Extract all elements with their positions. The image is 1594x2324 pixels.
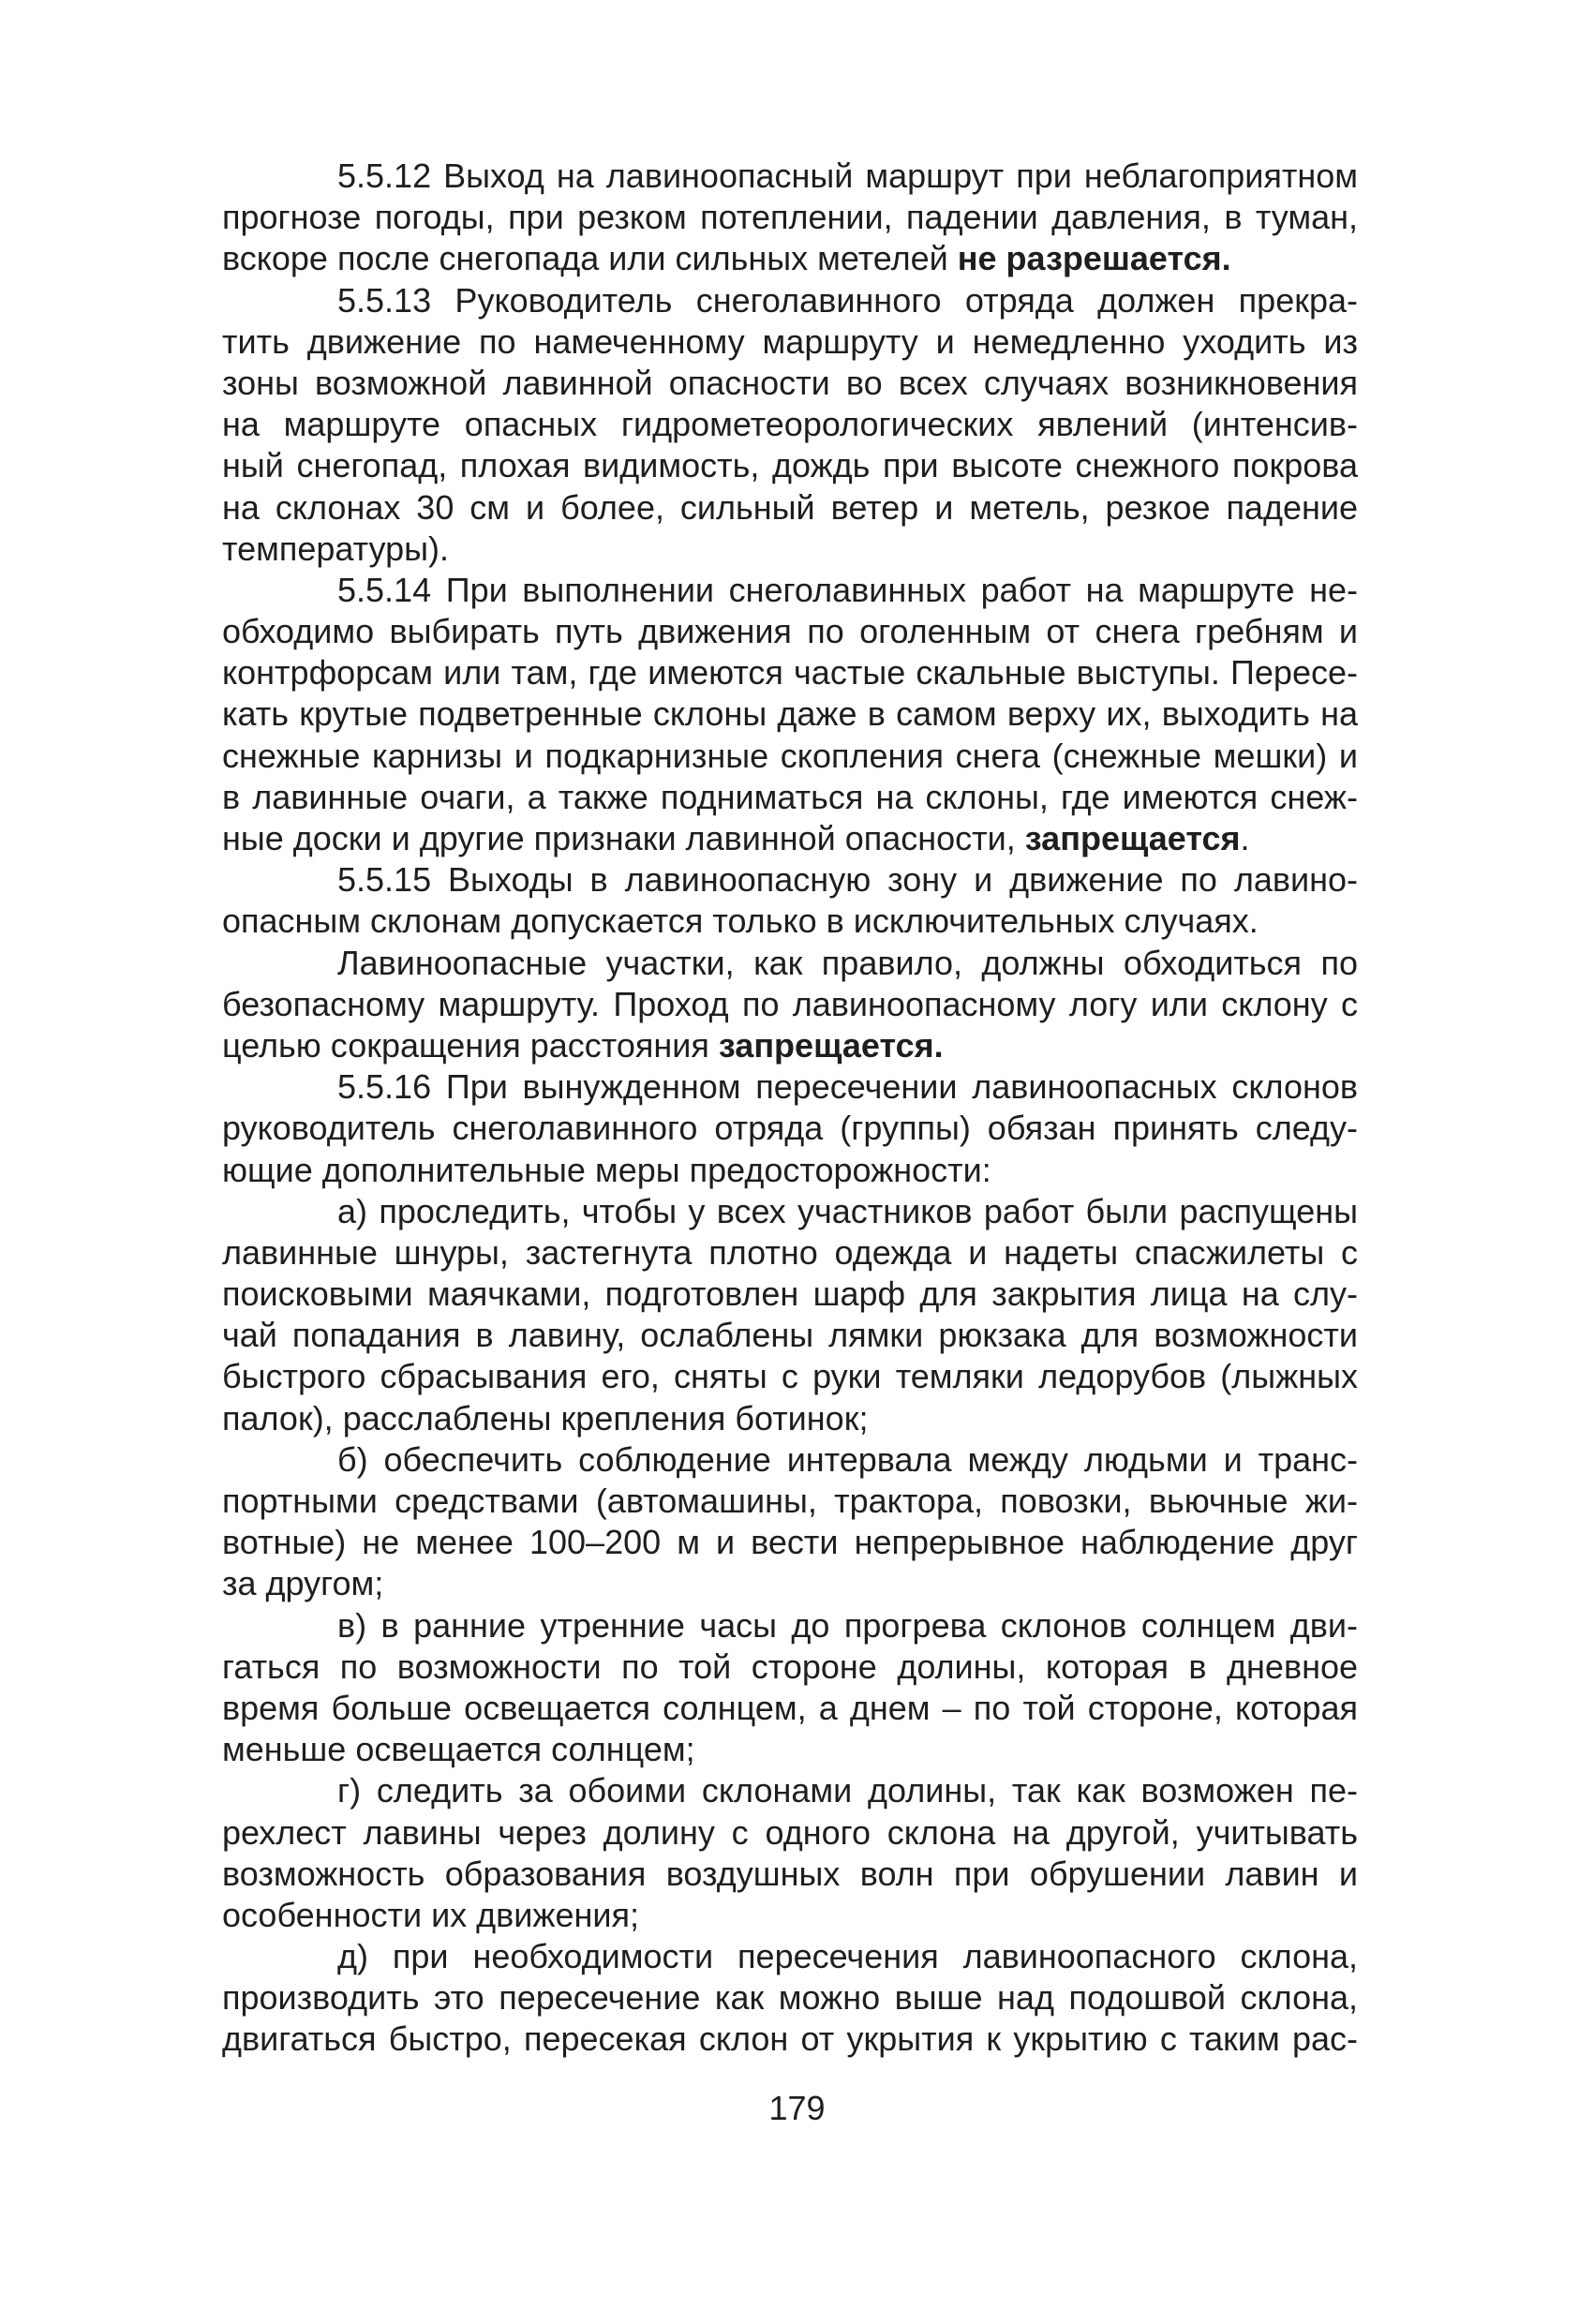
text-line — [222, 1729, 1358, 1770]
line-text: 5.5.12 Выход на лавиноопасный маршрут при неблагоприятном — [337, 156, 1358, 195]
text-line — [222, 280, 1358, 321]
line-text: а) проследить, чтобы у всех участников работ были распущены — [337, 1191, 1358, 1230]
line-text: 5.5.15 Выходы в лавиноопасную зону и движение по лавино- — [337, 860, 1358, 900]
text-line — [222, 238, 1358, 279]
text-line — [222, 570, 1358, 611]
text-line — [222, 1770, 1358, 1811]
text-line — [222, 1605, 1358, 1646]
text-line — [222, 1398, 1358, 1439]
line-text: тить движение по намеченному маршруту и немедленно уходить из — [222, 321, 1358, 361]
text-line — [222, 197, 1358, 238]
line-text: ющие дополнительные меры предосторожности: — [222, 1150, 991, 1189]
line-text: вскоре после снегопада или сильных метелей — [222, 239, 958, 278]
line-text: лавинные шнуры, застегнута плотно одежда и надеты спасжилеты с — [222, 1232, 1358, 1272]
line-text: ный снегопад, плохая видимость, дождь при высоте снежного покрова — [222, 446, 1358, 485]
text-line — [222, 1150, 1358, 1191]
line-text: б) обеспечить соблюдение интервала между людьми и транс- — [337, 1439, 1358, 1479]
text-line — [222, 487, 1358, 529]
text-line — [222, 445, 1358, 486]
text-line — [222, 1191, 1358, 1232]
emphasis-text: запрещается — [1024, 819, 1241, 857]
line-text: в) в ранние утренние часы до прогрева склонов солнцем дви- — [337, 1605, 1358, 1645]
line-text: 5.5.14 При выполнении снеголавинных работ на маршруте не- — [337, 570, 1358, 609]
page-number: 179 — [768, 2089, 826, 2127]
text-line — [222, 984, 1358, 1025]
text-line — [222, 2019, 1358, 2060]
text-line — [222, 529, 1358, 570]
emphasis-text: не разрешается. — [957, 239, 1231, 278]
text-line — [222, 1274, 1358, 1315]
text-line — [222, 818, 1358, 859]
line-text: за другом; — [222, 1564, 384, 1603]
line-text: снежные карнизы и подкарнизные скопления снега (снежные мешки) и — [222, 736, 1358, 775]
line-text: вотные) не менее 100–200 м и вести непрерывное наблюдение друг — [222, 1523, 1358, 1562]
text-line — [222, 1812, 1358, 1854]
line-text: особенности их движения; — [222, 1895, 640, 1934]
line-text: производить это пересечение как можно выше над подошвой склона, — [222, 1978, 1358, 2018]
text-line — [222, 1895, 1358, 1936]
line-text: руководитель снеголавинного отряда (группы) обязан принять следу- — [222, 1109, 1358, 1148]
line-text: быстрого сбрасывания его, сняты с руки темляки ледорубов (лыжных — [222, 1357, 1358, 1396]
line-text: 5.5.16 При вынужденном пересечении лавиноопасных склонов — [337, 1067, 1358, 1107]
text-line — [222, 1646, 1358, 1688]
line-text: гаться по возможности по той стороне долины, которая в дневное — [222, 1646, 1358, 1686]
text-line — [222, 777, 1358, 818]
line-text: обходимо выбирать путь движения по оголенным от снега гребням и — [222, 612, 1358, 651]
text-line — [222, 1108, 1358, 1149]
body-text — [222, 156, 1358, 2061]
text-line — [222, 363, 1358, 404]
line-text: в лавинные очаги, а также подниматься на склоны, где имеются снеж- — [222, 777, 1358, 816]
text-line — [222, 1066, 1358, 1108]
line-text: опасным склонам допускается только в исключительных случаях. — [222, 901, 1259, 941]
text-line — [222, 1025, 1358, 1066]
text-line — [222, 1688, 1358, 1729]
text-line — [222, 1563, 1358, 1604]
line-text: меньше освещается солнцем; — [222, 1730, 695, 1769]
line-text: палок), расслаблены крепления ботинок; — [222, 1398, 869, 1438]
text-line — [222, 859, 1358, 901]
text-line — [222, 652, 1358, 693]
line-text: рехлест лавины через долину с одного склона на другой, учитывать — [222, 1812, 1358, 1852]
text-line — [222, 1439, 1358, 1481]
text-line — [222, 1315, 1358, 1356]
text-line — [222, 156, 1358, 197]
text-line — [222, 1356, 1358, 1397]
line-text-tail: . — [1240, 819, 1250, 857]
text-line — [222, 1522, 1358, 1563]
text-line — [222, 736, 1358, 777]
text-line — [222, 901, 1358, 942]
line-text: 5.5.13 Руководитель снеголавинного отряда должен прекра- — [337, 280, 1358, 320]
line-text: целью сокращения расстояния — [222, 1025, 719, 1065]
line-text: на маршруте опасных гидрометеорологических явлений (интенсив- — [222, 405, 1358, 444]
line-text: д) при необходимости пересечения лавиноопасного склона, — [337, 1937, 1358, 1976]
line-text: г) следить за обоими склонами долины, так как возможен пе- — [337, 1771, 1358, 1810]
text-line — [222, 321, 1358, 363]
line-text: поисковыми маячками, подготовлен шарф для закрытия лица на слу- — [222, 1274, 1358, 1314]
emphasis-text: запрещается. — [718, 1025, 944, 1065]
text-line — [222, 1481, 1358, 1522]
line-text: на склонах 30 см и более, сильный ветер и метель, резкое падение — [222, 487, 1358, 527]
text-line — [222, 1232, 1358, 1274]
text-line — [222, 611, 1358, 652]
line-text: прогнозе погоды, при резком потеплении, падении давления, в туман, — [222, 198, 1358, 237]
line-text: возможность образования воздушных волн при обрушении лавин и — [222, 1854, 1358, 1893]
line-text: двигаться быстро, пересекая склон от укрытия к укрытию с таким рас- — [222, 2019, 1358, 2059]
line-text: время больше освещается солнцем, а днем – по той стороне, которая — [222, 1688, 1358, 1727]
line-text: чай попадания в лавину, ослаблены лямки рюкзака для возможности — [222, 1316, 1358, 1355]
text-line — [222, 1854, 1358, 1895]
line-text: Лавиноопасные участки, как правило, должны обходиться по — [337, 943, 1358, 982]
line-text: контрфорсам или там, где имеются частые скальные выступы. Пересе- — [222, 653, 1358, 693]
text-line — [222, 693, 1358, 735]
line-text: ные доски и другие признаки лавинной опасности, — [222, 819, 1025, 857]
line-text: портными средствами (автомашины, трактора, повозки, вьючные жи- — [222, 1482, 1358, 1520]
text-line — [222, 943, 1358, 984]
text-line — [222, 1977, 1358, 2019]
text-line — [222, 1936, 1358, 1977]
line-text: температуры). — [222, 529, 449, 568]
text-line — [222, 404, 1358, 445]
line-text: зоны возможной лавинной опасности во всех случаях возникновения — [222, 363, 1358, 402]
line-text: безопасному маршруту. Проход по лавиноопасному логу или склону с — [222, 984, 1358, 1023]
line-text: кать крутые подветренные склоны даже в самом верху их, выходить на — [222, 694, 1358, 734]
